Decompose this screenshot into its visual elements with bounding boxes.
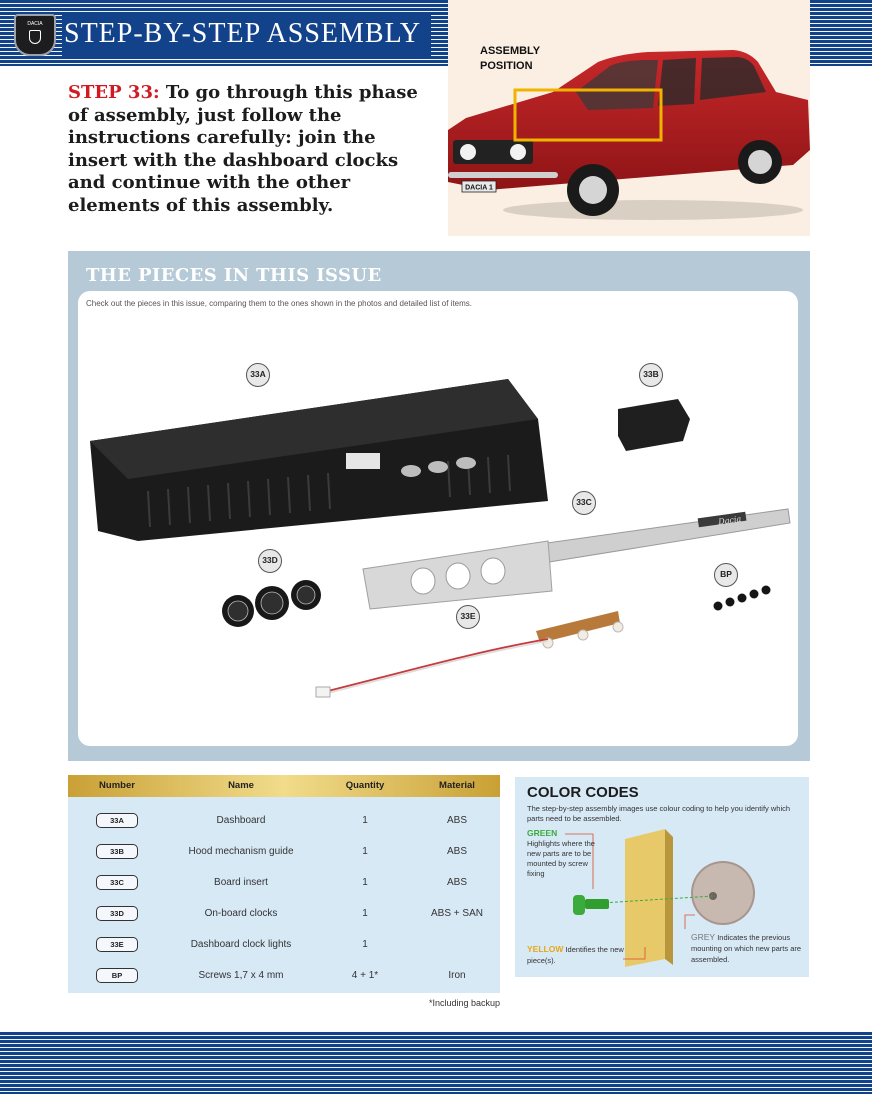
- part-number-pill: 33A: [96, 813, 138, 828]
- page-title: STEP-BY-STEP ASSEMBLY: [62, 12, 431, 56]
- insert-gauge-hole: [446, 563, 470, 589]
- part-material: ABS: [446, 815, 467, 826]
- column-header-name: Name: [228, 780, 254, 791]
- pieces-intro: Check out the pieces in this issue, comparing them to the ones shown in the photos and detailed list of items.: [86, 299, 472, 308]
- grey-cylinder-face: [693, 863, 753, 923]
- clock-left-face: [228, 601, 248, 621]
- yellow-code-title: YELLOW: [527, 944, 564, 954]
- part-label-33d: 33D: [258, 549, 282, 573]
- clock-light-bulb: [578, 630, 588, 640]
- green-screw-head: [573, 895, 585, 915]
- part-quantity: 1: [362, 939, 368, 950]
- part-material: Iron: [448, 970, 466, 981]
- dashboard-gauge-hole: [401, 465, 421, 477]
- table-row: [68, 898, 500, 929]
- part-name: On-board clocks: [204, 908, 278, 919]
- table-row: [68, 867, 500, 898]
- part-quantity: 1: [362, 877, 368, 888]
- color-codes-description: The step-by-step assembly images use colour coding to help you identify which parts need to be assembled.: [527, 804, 791, 823]
- part-name: Screws 1,7 x 4 mm: [198, 970, 284, 981]
- car-front-hubcap: [579, 176, 607, 204]
- pieces-illustration: [78, 291, 798, 746]
- grey-code-title: GREY: [691, 932, 716, 942]
- pieces-card: [78, 291, 798, 746]
- part-name: Dashboard clock lights: [190, 939, 292, 950]
- part-quantity: 1: [362, 846, 368, 857]
- dashboard-gauge-hole: [456, 457, 476, 469]
- clock-center-face: [261, 592, 283, 614]
- part-quantity: 4 + 1*: [351, 970, 379, 981]
- part-name: Dashboard: [216, 815, 266, 826]
- part-material: ABS + SAN: [431, 908, 483, 919]
- pieces-title: THE PIECES IN THIS ISSUE: [86, 265, 382, 286]
- part-label-33e: 33E: [456, 605, 480, 629]
- part-name: Board insert: [214, 877, 268, 888]
- part-label-33b: 33B: [639, 363, 663, 387]
- table-row: [68, 805, 500, 836]
- step-number: STEP 33:: [68, 82, 160, 103]
- part-name: Hood mechanism guide: [188, 846, 294, 857]
- badge-text: DACIA: [27, 21, 43, 27]
- yellow-plate-side: [665, 829, 673, 965]
- pieces-panel: [68, 251, 810, 761]
- grey-code: [691, 932, 806, 965]
- column-header-material: Material: [439, 780, 475, 791]
- car-front-window: [658, 58, 696, 106]
- table-row: [68, 929, 500, 960]
- table-row: [68, 836, 500, 867]
- backup-note: *Including backup: [428, 998, 500, 1008]
- part-quantity: 1: [362, 908, 368, 919]
- car-plate-text: DACIA 1: [465, 184, 493, 192]
- clock-lights-connector: [316, 687, 330, 697]
- part-label-bp: BP: [714, 563, 738, 587]
- green-code-text: Highlights where the new parts are to be mounted by screw fixing: [527, 839, 595, 878]
- assembly-position-label: ASSEMBLY POSITION: [480, 45, 540, 72]
- table-row: [68, 960, 500, 991]
- column-header-quantity: Quantity: [345, 780, 385, 791]
- yellow-code-text: Identifies the new piece(s).: [527, 945, 624, 965]
- column-header-number: Number: [99, 780, 135, 791]
- step-instruction: [68, 82, 418, 217]
- part-quantity: 1: [362, 815, 368, 826]
- grey-pointer: [685, 915, 695, 929]
- hood-mechanism-guide-part: [618, 399, 690, 451]
- insert-gauge-hole: [411, 568, 435, 594]
- dashboard-slot: [346, 453, 380, 469]
- part-material: [414, 929, 500, 960]
- part-material: ABS: [446, 877, 467, 888]
- footer-stripe-band: [0, 1032, 872, 1094]
- table-header: [68, 775, 500, 797]
- yellow-code: [527, 944, 647, 966]
- part-number-pill: 33E: [96, 937, 138, 952]
- badge-shield-icon: [29, 30, 41, 44]
- parts-table: [68, 775, 500, 993]
- car-windshield: [576, 60, 658, 110]
- step-text: To go through this phase of assembly, just follow the instructions carefully: join the insert with the dashboard clocks and continue with the other elements of this assembly.: [68, 82, 418, 216]
- insert-gauge-hole: [481, 558, 505, 584]
- car-rear-hubcap: [748, 150, 772, 174]
- car-headlight-left: [460, 144, 476, 160]
- grey-code-text: Indicates the previous mounting on which new parts are assembled.: [691, 933, 802, 964]
- part-label-33c: 33C: [572, 491, 596, 515]
- dashboard-gauge-hole: [428, 461, 448, 473]
- part-material: ABS: [446, 846, 467, 857]
- color-codes-box: [515, 777, 809, 977]
- part-number-pill: 33D: [96, 906, 138, 921]
- clock-light-bulb: [613, 622, 623, 632]
- brand-badge-icon: [14, 14, 56, 56]
- car-bumper: [448, 172, 558, 178]
- part-number-pill: BP: [96, 968, 138, 983]
- screws-part: [714, 586, 771, 611]
- clock-right-face: [297, 586, 315, 604]
- car-shadow: [503, 200, 803, 220]
- part-number-pill: 33C: [96, 875, 138, 890]
- insert-logo-text: Dacia: [717, 514, 742, 527]
- car-headlight-right: [510, 144, 526, 160]
- part-label-33a: 33A: [246, 363, 270, 387]
- green-code-title: GREEN: [527, 828, 558, 838]
- color-codes-title: COLOR CODES: [527, 784, 639, 801]
- assembly-position-image: [448, 0, 810, 236]
- red-car-illustration: [448, 0, 810, 236]
- clock-lights-white-wire: [328, 641, 548, 693]
- green-screw-shaft: [585, 899, 609, 909]
- part-number-pill: 33B: [96, 844, 138, 859]
